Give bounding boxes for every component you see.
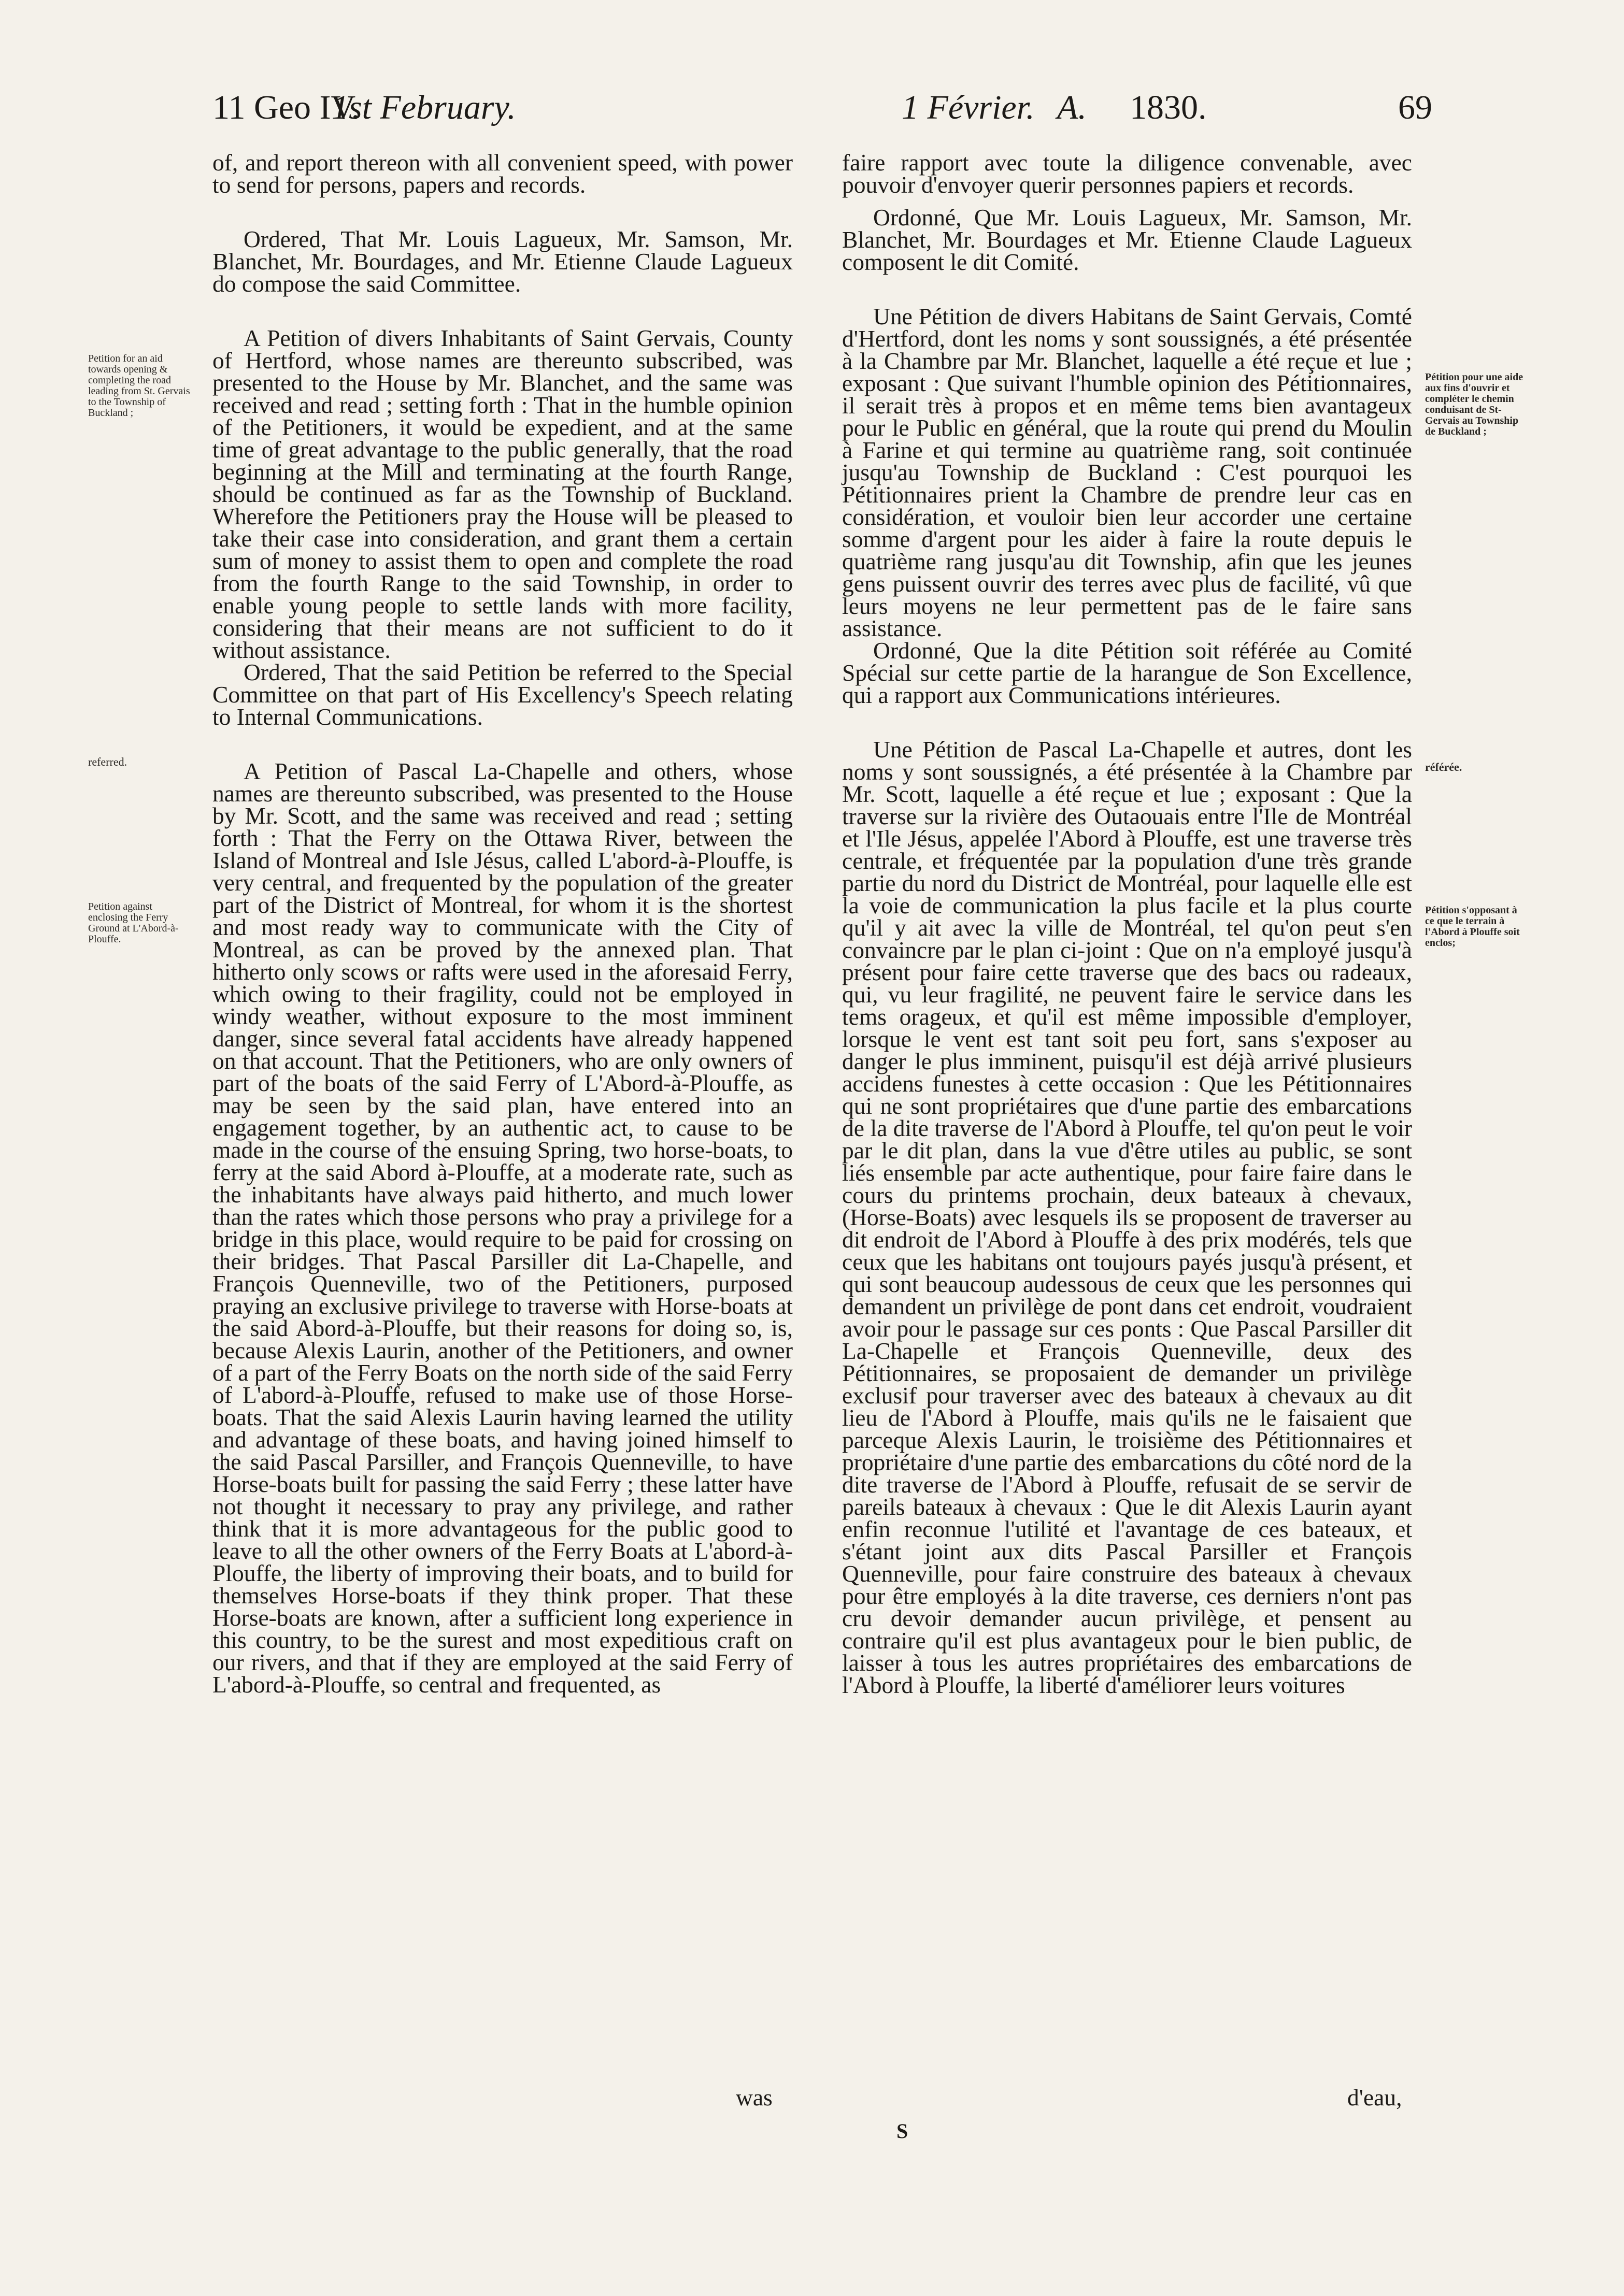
french-column [842,151,1412,1696]
margin-note-left-petition-road: Petition for an aid towards opening & completing the road leading from St. Gervais to the Township of Buckland ; [88,353,190,419]
english-column [212,151,793,1696]
en-paragraph-5: A Petition of Pascal La-Chapelle and others, whose names are thereunto subscribed, was presented to the House by Mr. Scott, and the same was received and read ; setting forth : That the Ferry on the Ottawa River, between the Island of Montreal and Isle Jésus, called L'abord-à-Plouffe, is very central, and frequented by the population of the greater part of the District of Montreal, for whom it is the shortest and most ready way to communicate with the City of Montreal, as can be proved by the annexed plan. That hitherto only scows or rafts were used in the aforesaid Ferry, which owing to their fragility, could not be employed in windy weather, without exposure to the most imminent danger, since several fatal accidents have already happened on that account. That the Petitioners, who are only owners of part of the boats of the said Ferry of L'Abord-à-Plouffe, as may be seen by the said plan, have entered into an engagement together, by an authentic act, to cause to be made in the course of the ensuing Spring, two horse-boats, to ferry at the said Abord à-Plouffe, at a moderate rate, such as the inhabitants have always paid hitherto, and much lower than the rates which those persons who pray a privilege for a bridge in this place, would require to be paid for crossing on their bridges. That Pascal Parsiller dit La-Chapelle, and François Quenneville, two of the Petitioners, purposed praying an exclusive privilege to traverse with Horse-boats at the said Abord-à-Plouffe, but their reasons for doing so, is, because Alexis Laurin, another of the Petitioners, and owner of a part of the Ferry Boats on the north side of the said Ferry of L'abord-à-Plouffe, refused to make use of those Horse-boats. That the said Alexis Laurin having learned the utility and advantage of these boats, and having joined himself to the said Pascal Parsiller, and François Quenneville, to have Horse-boats built for passing the said Ferry ; these latter have not thought it necessary to pray any privilege, and rather think that it is more advantageous for the public good to leave to all the other owners of the Ferry Boats at L'abord-à-Plouffe, the liberty of improving their boats, and to build for themselves Horse-boats if they think proper. That these Horse-boats are known, after a sufficient long experience in this country, to be the surest and most expeditious craft on our rivers, and that if they are employed at the said Ferry of L'abord-à-Plouffe, so central and frequented, as [212,758,793,1698]
margin-note-right-petition-ferry: Pétition s'opposant à ce que le terrain à l'Abord à Plouffe soit enclos; [1425,905,1520,949]
anno-abbrev: A. [1057,89,1087,126]
fr-paragraph-5: Une Pétition de Pascal La-Chapelle et autres, dont les noms y sont soussignés, a été présentée à la Chambre par Mr. Scott, laquelle a été reçue et lue ; exposant : Que la traverse sur la rivière des Outaouais entre l'Ile de Montréal et l'Ile Jésus, appelée l'Abord à Plouffe, est une traverse très centrale, et fréquentée par la population d'une très grande partie du nord du District de Montréal, pour laquelle elle est la voie de communication la plus facile et la plus courte qu'il y ait avec la ville de Montréal, tel qu'on peut s'en convaincre par le plan ci-joint : Que on n'a employé jusqu'à présent pour faire cette traverse que des bacs ou radeaux, qui, vu leur fragilité, ne peuvent faire le service dans les tems orageux, et qu'il est même impossible d'employer, lorsque le vent est tant soit peu fort, sans s'exposer au danger le plus imminent, puisqu'il est déjà arrivé plusieurs accidens funestes à cette occasion : Que les Pétitionnaires qui ne sont propriétaires que d'une partie des embarcations de la dite traverse de l'Abord à Plouffe, tel qu'on peut le voir par le dit plan, dans la vue d'être utiles au public, se sont liés ensemble par acte authentique, pour faire faire dans le cours du printems prochain, deux bateaux à chevaux, (Horse-Boats) avec lesquels ils se proposent de traverser au dit endroit de l'Abord à Plouffe à des prix modérés, tels que ceux que les habitans ont toujours payés jusqu'à présent, et qui sont beaucoup audessous de ceux que les personnes qui demandent un privilège de pont dans cet endroit, voudraient avoir pour le passage sur ces ponts : Que Pascal Parsiller dit La-Chapelle et François Quenneville, deux des Pétitionnaires, se proposaient de demander un privilège exclusif pour traverser avec des bateaux à chevaux au dit lieu de l'Abord à Plouffe, mais qu'ils ne le faisaient que parceque Alexis Laurin, le troisième des Pétitionnaires et propriétaire d'une partie des embarcations du côté nord de la dite traverse de l'Abord à Plouffe, refusait de se servir de pareils bateaux à chevaux : Que le dit Alexis Laurin ayant enfin reconnue l'utilité et l'avantage de ces bateaux, et s'étant joint aux dits Pascal Parsiller et François Quenneville, pour faire construire des bateaux à chevaux pour être employés à la dite traverse, ces derniers n'ont pas cru devoir demander aucun privilège, et pensent au contraire qu'il est plus avantageux pour le bien public, de laisser à tous les autres propriétaires des embarcations de l'Abord à Plouffe, la liberté d'améliorer leurs voitures [842,736,1412,1698]
french-date: 1 Février. [902,89,1035,126]
page-number: 69 [1398,89,1432,126]
page-header [212,88,1432,135]
fr-paragraph-1: faire rapport avec toute la diligence convenable, avec pouvoir d'envoyer querir personnes papiers et records. [842,149,1412,198]
english-catchword: was [736,2084,773,2111]
english-date: 1st February. [332,89,516,126]
margin-note-right-petition-road: Pétition pour une aide aux fins d'ouvrir et compléter le chemin conduisant de St-Gervais au Township de Buckland ; [1425,371,1523,437]
year: 1830. [1130,89,1207,126]
signature-mark: S [896,2119,908,2143]
en-paragraph-3: A Petition of divers Inhabitants of Saint Gervais, County of Hertford, whose names are thereunto subscribed, was presented to the House by Mr. Blanchet, and the same was received and read ; setting forth : That in the humble opinion of the Petitioners, it would be expedient, and at the same time of great advantage to the public generally, that the road beginning at the Mill and terminating at the fourth Range, should be continued as far as the Township of Buckland. Wherefore the Petitioners pray the House will be pleased to take their case into consideration, and grant them a certain sum of money to assist them to open and complete the road from the fourth Range to the said Township, in order to enable young people to settle lands with more facility, considering that their means are not sufficient to do it without assistance. [212,325,793,663]
french-catchword: d'eau, [1347,2084,1402,2111]
en-paragraph-4: Ordered, That the said Petition be referred to the Special Committee on that part of His Excellency's Speech relating to Internal Communications. [212,659,793,730]
en-paragraph-2: Ordered, That Mr. Louis Lagueux, Mr. Samson, Mr. Blanchet, Mr. Bourdages, and Mr. Etienne Claude Lagueux do compose the said Committee. [212,226,793,297]
fr-paragraph-2: Ordonné, Que Mr. Louis Lagueux, Mr. Samson, Mr. Blanchet, Mr. Bourdages et Mr. Etienne Claude Lagueux composent le dit Comité. [842,204,1412,275]
margin-note-right-referred: référée. [1425,760,1462,773]
regnal-year: 11 Geo IV. [212,89,360,126]
fr-paragraph-3: Une Pétition de divers Habitans de Saint Gervais, Comté d'Hertford, dont les noms y sont soussignés, a été présentée à la Chambre par Mr. Blanchet, laquelle a été reçue et lue ; exposant : Que suivant l'humble opinion des Pétitionnaires, il serait très à propos et en même tems bien avantageux pour le Public en général, que la route qui prend du Moulin à Farine et qui termine au quatrième rang, soit continuée jusqu'au Township de Buckland : C'est pourquoi les Pétitionnaires prient la Chambre de prendre leur cas en considération, et vouloir bien leur accorder une certaine somme d'argent pour les aider à faire la route depuis le quatrième rang jusqu'au dit Township, afin que les jeunes gens puissent ouvrir des terres avec plus de facilité, vû que leurs moyens ne leur permettent pas de le faire sans assistance. [842,303,1412,641]
margin-note-left-referred: referred. [88,755,127,768]
en-paragraph-1: of, and report thereon with all convenient speed, with power to send for persons, papers and records. [212,149,793,198]
fr-paragraph-4: Ordonné, Que la dite Pétition soit référée au Comité Spécial sur cette partie de la harangue de Son Excellence, qui a rapport aux Communications intérieures. [842,637,1412,708]
margin-note-left-petition-ferry: Petition against enclosing the Ferry Ground at L'Abord-à-Plouffe. [88,901,179,945]
